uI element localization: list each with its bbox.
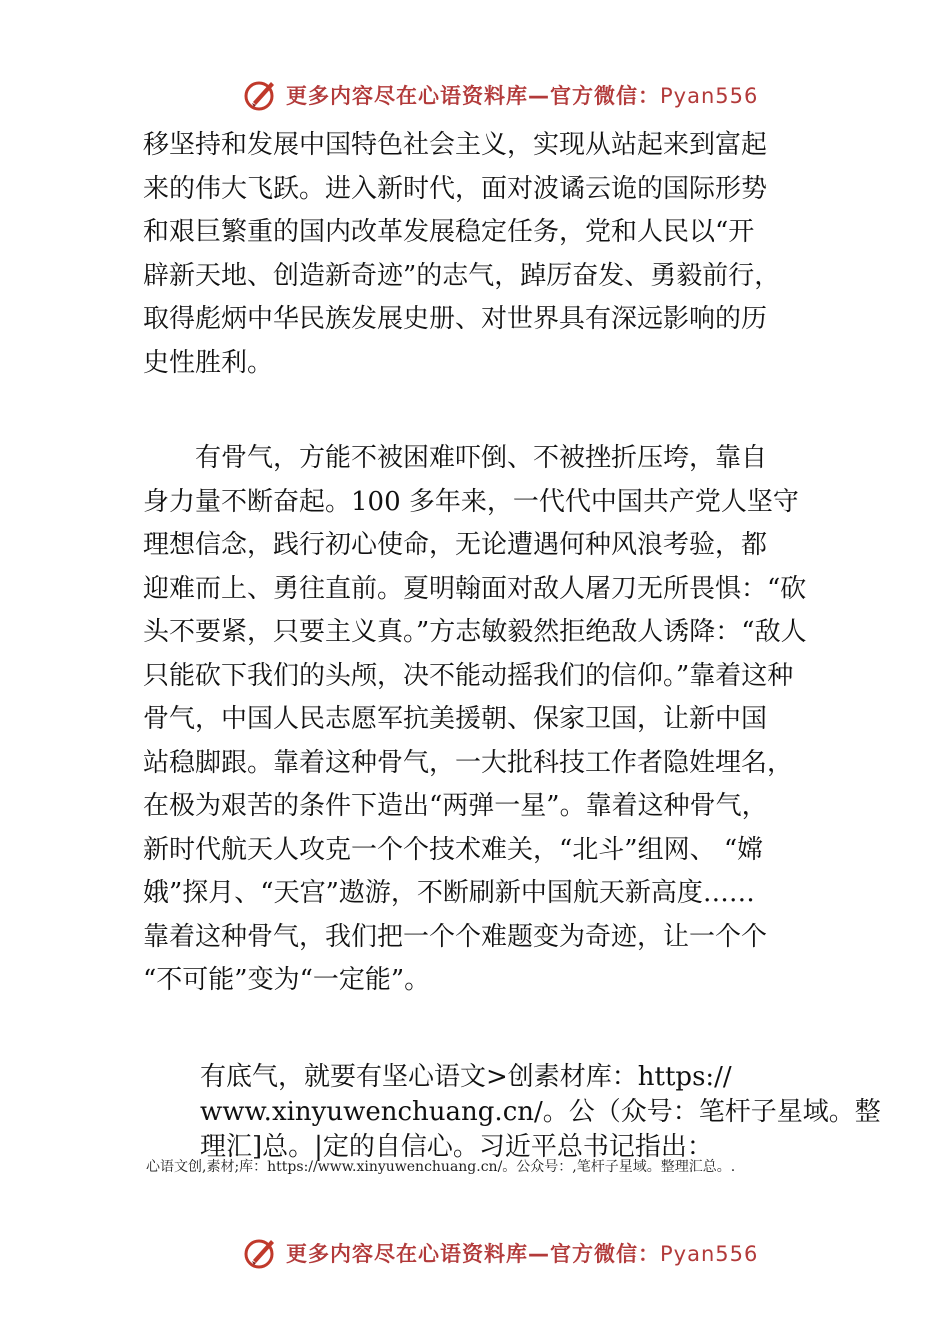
text-line: 史性胜利。 (143, 347, 274, 378)
text-line: 理汇]总。|定的自信心。习近平总书记指出： (200, 1132, 713, 1162)
text-line: 靠着这种骨气，我们把一个个难题变为奇迹，让一个个 (143, 921, 768, 952)
text-line: 头不要紧，只要主义真。”方志敏毅然拒绝敌人诱降：“敌人 (143, 617, 807, 647)
text-line: 辟新天地、创造新奇迹”的志气，踔厉奋发、勇毅前行， (143, 260, 781, 291)
text-line: 有底气，就要有坚心语文>创素材库：https:// (200, 1062, 732, 1092)
pen-logo-icon (243, 1234, 279, 1270)
watermark-footer-note: 心语文创,素材;库：https://www.xinyuwenchuang.cn/。公众号：,笔杆子星域。整理汇总。. (146, 1159, 736, 1175)
text-line: 移坚持和发展中国特色社会主义，实现从站起来到富起 (143, 130, 768, 160)
text-line: 来的伟大飞跃。进入新时代，面对波谲云诡的国际形势 (143, 173, 768, 204)
text-line: “不可能”变为“一定能”。 (143, 965, 431, 995)
text-line: 娥”探月、“天宫”遨游，不断刷新中国航天新高度…… (143, 878, 755, 908)
text-line: 迎难而上、勇往直前。夏明翰面对敌人屠刀无所畏惧：“砍 (143, 573, 807, 604)
header-banner (0, 70, 950, 120)
text-line: www.xinyuwenchuang.cn/。公（众号：笔杆子星域。整 (200, 1097, 881, 1127)
text-line: 身力量不断奋起。100 多年来，一代代中国共产党人坚守 (143, 486, 799, 517)
pen-logo-icon (243, 76, 279, 112)
text-line: 理想信念，践行初心使命，无论遭遇何种风浪考验，都 (143, 530, 768, 560)
paragraph-2 (143, 437, 813, 1003)
text-line: 站稳脚跟。靠着这种骨气，一大批科技工作者隐姓埋名， (143, 747, 794, 778)
text-line: 在极为艰苦的条件下造出“两弹一星”。靠着这种骨气， (143, 791, 768, 821)
text-line: 只能砍下我们的头颅，决不能动摇我们的信仰。”靠着这种 (143, 660, 794, 691)
text-line: 骨气，中国人民志愿军抗美援朝、保家卫国，让新中国 (143, 704, 768, 734)
paragraph-1 (143, 124, 813, 385)
text-line: 新时代航天人攻克一个个技术难关，“北斗”组网、 “嫦 (143, 834, 764, 865)
footer-banner (0, 1228, 950, 1278)
paragraph-3 (200, 1060, 881, 1165)
banner-text: 更多内容尽在心语资料库—官方微信：Pyan556 (286, 1242, 759, 1266)
text-line: 和艰巨繁重的国内改革发展稳定任务，党和人民以“开 (143, 217, 755, 247)
text-line: 取得彪炳中华民族发展史册、对世界具有深远影响的历 (143, 304, 768, 334)
banner-text: 更多内容尽在心语资料库—官方微信：Pyan556 (286, 84, 759, 108)
text-line: 有骨气，方能不被困难吓倒、不被挫折压垮，靠自 (143, 443, 768, 473)
